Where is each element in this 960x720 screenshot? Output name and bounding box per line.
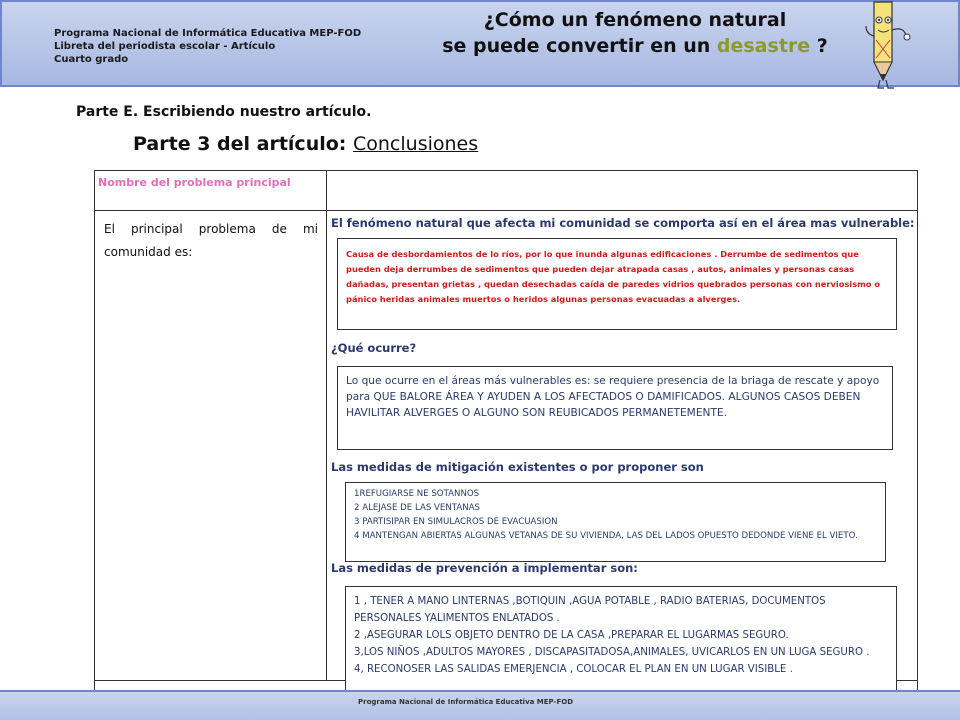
list-item: 4, RECONOSER LAS SALIDAS EMERJENCIA , COLOCAR EL PLAN EN UN LUGAR VISIBLE . — [354, 664, 793, 675]
list-item: 2 ALEJASE DE LAS VENTANAS — [354, 503, 480, 513]
list-item: 2 ,ASEGURAR LOLS OBJETO DENTRO DE LA CASA ,PREPARAR EL LUGARMAS SEGURO. — [354, 630, 789, 641]
question-4-label: Las medidas de prevención a implementar son: — [331, 561, 638, 575]
list-item: 4 MANTENGAN ABIERTAS ALGUNAS VETANAS DE SU VIVIENDA, LAS DEL LADOS OPUESTO DEDONDE VIENE EL VIETO. — [354, 531, 858, 541]
answer-2-box[interactable]: Lo que ocurre en el áreas más vulnerables es: se requiere presencia de la briaga de rescate y apoyo para QUE BALORE ÁREA Y AYUDEN A LOS AFECTADOS O DAMIFICADOS. ALGUNOS CASOS DEBEN HAVILITAR ALVERGES O ALGUNO SON REUBICADOS PERMANETEMENTE. — [337, 366, 893, 450]
pencil-mascot-icon — [862, 0, 932, 90]
table-divider-vertical — [326, 170, 327, 680]
question-2-label: ¿Qué ocurre? — [331, 341, 417, 355]
program-info — [54, 27, 361, 66]
page-title — [420, 7, 850, 59]
table-divider-horizontal — [94, 210, 918, 211]
program-line: Cuarto grado — [54, 54, 129, 65]
answer-1-box[interactable]: Causa de desbordamientos de lo ríos, por lo que inunda algunas edificaciones . Derrumbe de sedimentos que pueden deja derrumbes de sedimentos que pueden dejar atrapada casas , autos, animales y personas casas dañadas, presentan grietas , quedan desechadas caída de paredes vidrios quebrados personas con nerviosismo o pánico heridas animales muertos o heridos algunas personas evacuadas a alverges. — [337, 238, 897, 330]
title-line-2 — [420, 33, 850, 59]
title-text-end: ? — [810, 35, 828, 57]
footer-text: Programa Nacional de Informática Educativa MEP-FOD — [358, 698, 574, 706]
title-line-1: ¿Cómo un fenómeno natural — [483, 9, 787, 31]
question-3-label: Las medidas de mitigación existentes o por proponer son — [331, 460, 704, 474]
question-1-label: El fenómeno natural que afecta mi comunidad se comporta así en el área mas vulnerable: — [331, 216, 915, 230]
main-problem-label: El principal problema de mi comunidad es: — [104, 222, 318, 259]
problem-name-label: Nombre del problema principal — [98, 176, 291, 189]
subsection-heading — [133, 133, 478, 155]
subsection-prefix: Parte 3 del artículo: — [133, 133, 353, 155]
section-heading: Parte E. Escribiendo nuestro artículo. — [76, 104, 372, 120]
program-line: Programa Nacional de Informática Educativa MEP-FOD — [54, 28, 362, 39]
title-highlight: desastre — [716, 35, 811, 57]
title-text: se puede convertir en un — [442, 35, 717, 57]
list-item: 3,LOS NIÑOS ,ADULTOS MAYORES , DISCAPASITADOSA,ANIMALES, UVICARLOS EN UN LUGA SEGURO . — [354, 647, 870, 658]
subsection-title: Conclusiones — [353, 133, 479, 155]
list-item: 1REFUGIARSE NE SOTANNOS — [354, 489, 480, 499]
list-item: 3 PARTISIPAR EN SIMULACROS DE EVACUASION — [354, 517, 558, 527]
answer-3-box[interactable] — [345, 482, 886, 562]
program-line: Libreta del periodista escolar - Artículo — [54, 41, 276, 52]
list-item: 1 , TENER A MANO LINTERNAS ,BOTIQUIN ,AGUA POTABLE , RADIO BATERIAS, DOCUMENTOS PERSONALES YALIMENTOS ENLATADOS . — [354, 596, 826, 624]
